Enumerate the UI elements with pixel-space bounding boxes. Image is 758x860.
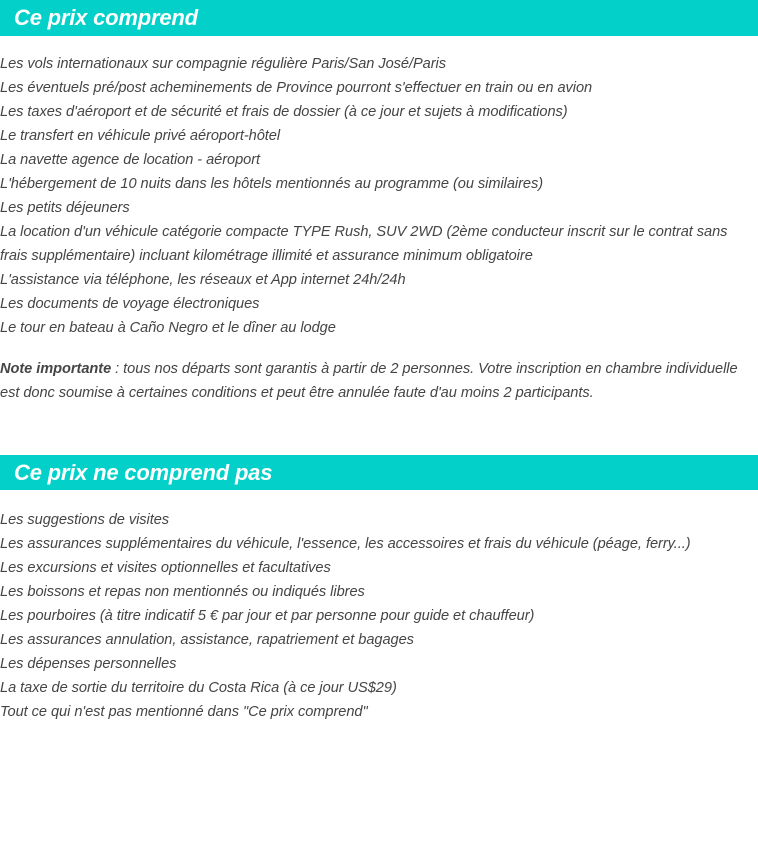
list-item: Le transfert en véhicule privé aéroport-hôtel — [0, 128, 281, 144]
list-item: Les assurances annulation, assistance, rapatriement et bagages — [0, 632, 414, 648]
list-item: Tout ce qui n'est pas mentionné dans "Ce prix comprend" — [0, 704, 368, 720]
important-note-label: Note importante — [0, 361, 112, 377]
list-item: Les boissons et repas non mentionnés ou indiqués libres — [0, 584, 365, 600]
important-note-paragraph — [0, 357, 758, 405]
section-title-price-excludes: Ce prix ne comprend pas — [14, 459, 273, 485]
list-item: Le tour en bateau à Caño Negro et le dîner au lodge — [0, 320, 336, 336]
list-item: Les vols internationaux sur compagnie régulière Paris/San José/Paris — [0, 56, 446, 72]
important-note-text: : tous nos départs sont garantis à partir de 2 personnes. Votre inscription en chambre individuelle est donc soumise à certaines conditions et peut être annulée faute d'au moins 2 participants. — [0, 361, 738, 401]
list-item: L'assistance via téléphone, les réseaux et App internet 24h/24h — [0, 272, 406, 288]
list-item: Les petits déjeuners — [0, 200, 130, 216]
list-item: Les dépenses personnelles — [0, 656, 177, 672]
price-includes-content — [0, 52, 752, 340]
section-title-price-includes: Ce prix comprend — [14, 5, 198, 30]
price-excludes-list — [0, 508, 752, 724]
list-item: Les taxes d'aéroport et de sécurité et frais de dossier (à ce jour et sujets à modifications) — [0, 104, 568, 120]
list-item: La taxe de sortie du territoire du Costa Rica (à ce jour US$29) — [0, 680, 397, 696]
price-includes-list — [0, 52, 752, 340]
list-item: Les excursions et visites optionnelles et facultatives — [0, 560, 331, 576]
section-header-price-includes — [0, 0, 758, 36]
list-item: La navette agence de location - aéroport — [0, 152, 261, 168]
section-header-price-excludes — [0, 455, 758, 490]
list-item: Les assurances supplémentaires du véhicule, l'essence, les accessoires et frais du véhicule (péage, ferry...) — [0, 536, 691, 552]
list-item: Les éventuels pré/post acheminements de Province pourront s'effectuer en train ou en avion — [0, 80, 593, 96]
list-item: Les pourboires (à titre indicatif 5 € par jour et par personne pour guide et chauffeur) — [0, 608, 535, 624]
list-item: Les documents de voyage électroniques — [0, 296, 260, 312]
list-item: L'hébergement de 10 nuits dans les hôtels mentionnés au programme (ou similaires) — [0, 176, 544, 192]
price-excludes-content — [0, 508, 752, 724]
list-item: La location d'un véhicule catégorie compacte TYPE Rush, SUV 2WD (2ème conducteur inscrit sur le contrat sans frais supplémentaire) incluant kilométrage illimité et assurance minimum obligatoire — [0, 224, 728, 264]
list-item: Les suggestions de visites — [0, 512, 170, 528]
